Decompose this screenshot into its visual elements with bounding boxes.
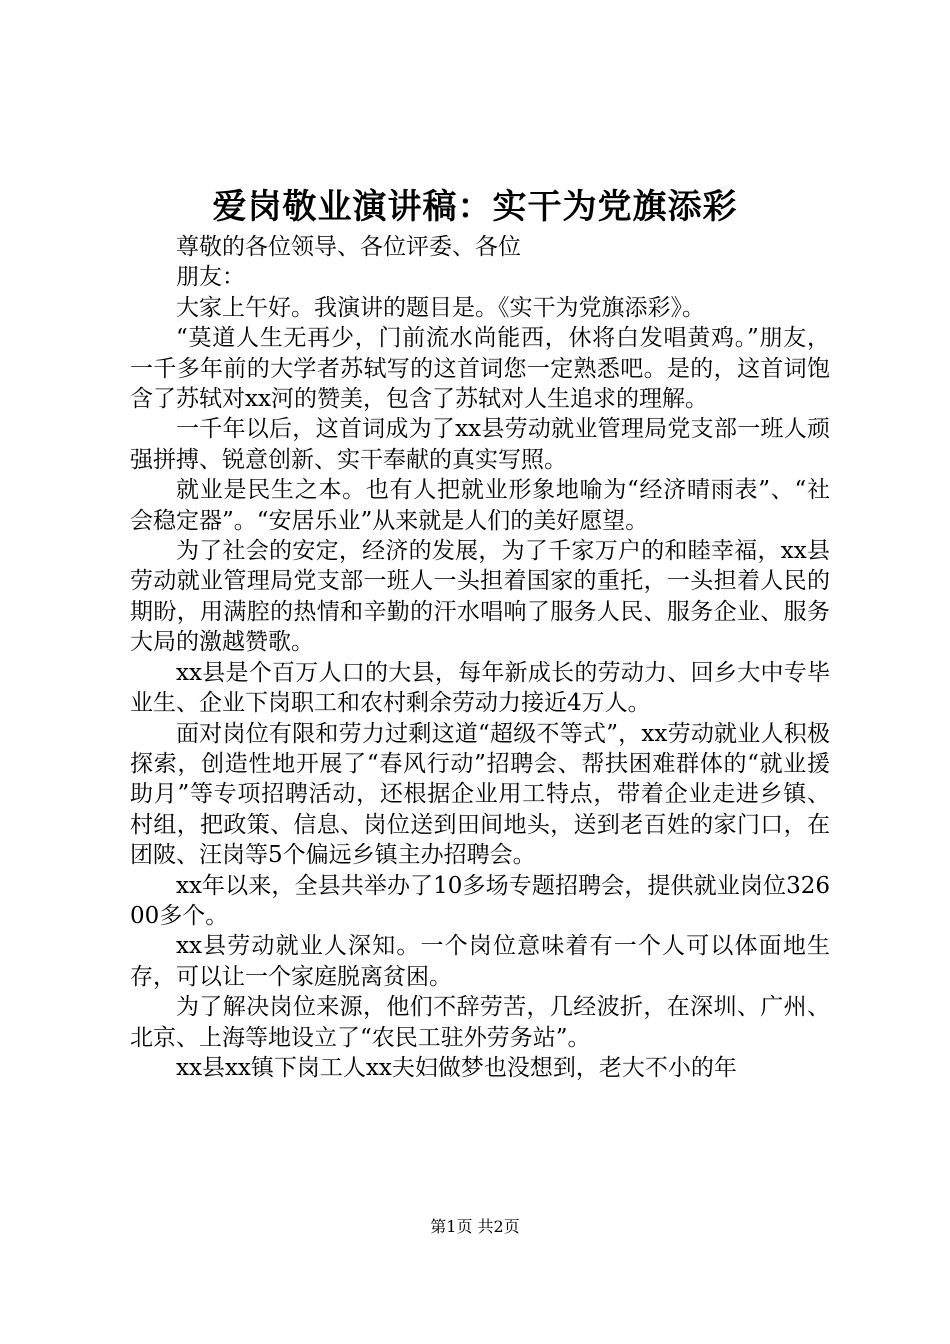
paragraph: 为了解决岗位来源，他们不辞劳苦，几经波折，在深圳、广州、北京、上海等地设立了“农民工驻外劳务站”。 xyxy=(130,994,830,1051)
paragraph: 大家上午好。我演讲的题目是。《实干为党旗添彩》。 xyxy=(176,294,705,321)
paragraph: 就业是民生之本。也有人把就业形象地喻为“经济晴雨表”、“社会稳定器”。“安居乐业”从来就是人们的美好愿望。 xyxy=(130,477,830,534)
paragraph: 为了社会的安定，经济的发展，为了千家万户的和睦幸福，xx县劳动就业管理局党支部一班人一头担着国家的重托，一头担着人民的期盼，用满腔的热情和辛勤的汗水唱响了服务人民、服务企业、服务大局的激越赞歌。 xyxy=(130,538,830,656)
paragraph: “莫道人生无再少，门前流水尚能西，休将白发唱黄鸡。”朋友，一千多年前的大学者苏轼写的这首词您一定熟悉吧。是的，这首词饱含了苏轼对xx河的赞美，包含了苏轼对人生追求的理解。 xyxy=(130,325,830,413)
document-title: 爱岗敬业演讲稿：实干为党旗添彩 xyxy=(212,187,738,227)
paragraph: 尊敬的各位领导、各位评委、各位 xyxy=(176,234,521,260)
paragraph: 面对岗位有限和劳力过剩这道“超级不等式”，xx劳动就业人积极探索，创造性地开展了“春风行动”招聘会、帮扶困难群体的“就业援助月”等专项招聘活动，还根据企业用工特点，带着企业走进乡镇、村组，把政策、信息、岗位送到田间地头，送到老百姓的家门口，在团陂、汪岗等5个偏远乡镇主办招聘会。 xyxy=(130,720,830,869)
paragraph: 朋友： xyxy=(176,264,245,291)
paragraph: xx县xx镇下岗工人xx夫妇做梦也没想到，老大不小的年 xyxy=(176,1054,737,1081)
paragraph: xx县是个百万人口的大县，每年新成长的劳动力、回乡大中专毕业生、企业下岗职工和农村剩余劳动力接近4万人。 xyxy=(130,659,830,717)
paragraph: xx县劳动就业人深知。一个岗位意味着有一个人可以体面地生存，可以让一个家庭脱离贫困。 xyxy=(130,933,830,990)
paragraph: 一千年以后，这首词成为了xx县劳动就业管理局党支部一班人顽强拼搏、锐意创新、实干奉献的真实写照。 xyxy=(130,416,830,473)
paragraph: xx年以来，全县共举办了10多场专题招聘会，提供就业岗位32600多个。 xyxy=(130,872,830,929)
document-body xyxy=(130,232,830,1083)
page-number-footer: 第1页 共2页 xyxy=(430,1217,520,1236)
